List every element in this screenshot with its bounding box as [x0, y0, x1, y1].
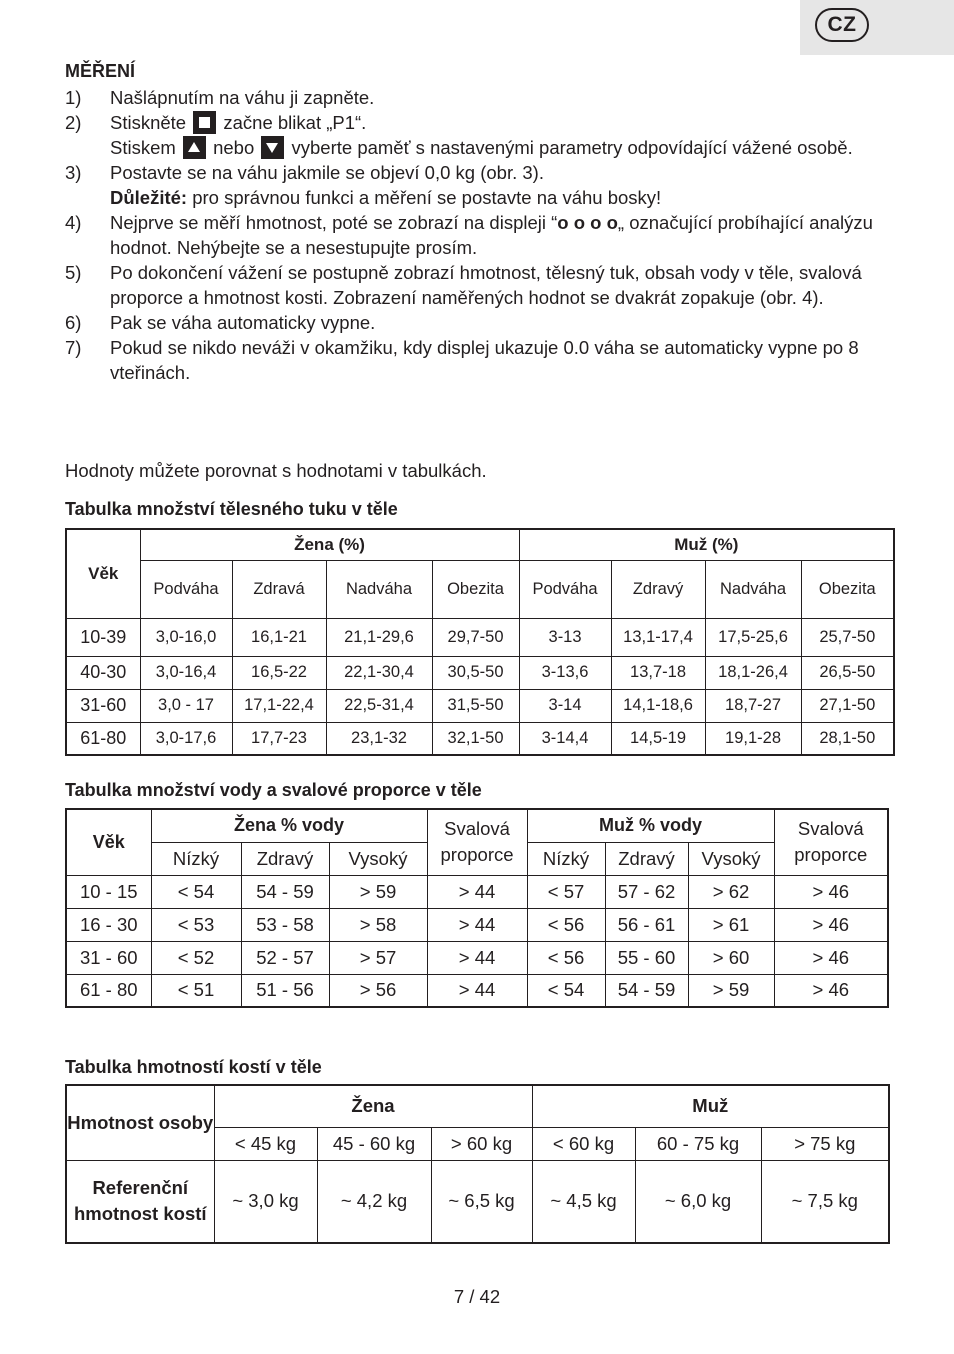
- compare-note: Hodnoty můžete porovnat s hodnotami v tabulkách.: [65, 460, 487, 481]
- step-number: 7): [65, 337, 82, 358]
- step-1: [65, 85, 895, 110]
- weight-range: < 60 kg: [532, 1127, 635, 1160]
- bone-table-title: Tabulka hmotností kostí v těle: [65, 1057, 322, 1077]
- step-text: Po dokončení vážení se postupně zobrazí hmotnost, tělesný tuk, obsah vody v těle, svalová proporce a hmotnost kosti. Zobrazení naměřených hodnot se dvakrát zopakuje (obr. 4).: [110, 262, 862, 308]
- age-header: Věk: [66, 529, 140, 618]
- table-row: 10-39 3,0-16,0 16,1-21 21,1-29,6 29,7-50 3-13 13,1-17,4 17,5-25,6 25,7-50: [66, 618, 894, 656]
- water-table-title: Tabulka množství vody a svalové proporce v těle: [65, 780, 482, 800]
- language-badge: CZ: [815, 8, 869, 42]
- water-table: [65, 808, 889, 1008]
- fat-table: [65, 528, 895, 756]
- step-text: Pokud se nikdo neváži v okamžiku, kdy displej ukazuje 0.0 váha se automaticky vypne po 8 vteřinách.: [110, 337, 859, 383]
- weight-range: 60 - 75 kg: [635, 1127, 761, 1160]
- important-label: Důležité:: [110, 187, 188, 208]
- column-header: Podváha: [519, 560, 611, 618]
- step-number: 2): [65, 112, 82, 133]
- reference-header: Referenční hmotnost kostí: [66, 1160, 214, 1243]
- table-row: 31 - 60 < 52 52 - 57 > 57 > 44 < 56 55 - 60 > 60 > 46: [66, 941, 888, 974]
- step-number: 3): [65, 162, 82, 183]
- step-3: 3) Postavte se na váhu jakmile se objeví 0,0 kg (obr. 3). Důležité: pro správnou funkci a měření se postavte na váhu bosky!: [65, 162, 662, 208]
- step-number: 5): [65, 262, 82, 283]
- column-header: Nízký: [527, 842, 605, 875]
- step-text: Pak se váha automaticky vypne.: [110, 312, 376, 333]
- women-water-header: Žena % vody: [151, 809, 427, 842]
- column-header: Nadváha: [705, 560, 801, 618]
- table-row: 16 - 30 < 53 53 - 58 > 58 > 44 < 56 56 - 61 > 61 > 46: [66, 908, 888, 941]
- age-header: Věk: [66, 809, 151, 875]
- table-row: 31-60 3,0 - 17 17,1-22,4 22,5-31,4 31,5-50 3-14 14,1-18,6 18,7-27 27,1-50: [66, 689, 894, 722]
- step-number: 4): [65, 212, 82, 233]
- measurement-steps: [65, 85, 895, 385]
- step-4: 4) Nejprve se měří hmotnost, poté se zobrazí na displeji “o o o o„ označující probíhající analýzu hodnot. Nehýbejte se a nesestupujte prosím.: [65, 212, 873, 258]
- column-header: Obezita: [432, 560, 519, 618]
- weight-range: < 45 kg: [214, 1127, 317, 1160]
- men-water-header: Muž % vody: [527, 809, 774, 842]
- step-number: 1): [65, 87, 82, 108]
- column-header: Zdravý: [611, 560, 705, 618]
- weight-range: > 75 kg: [761, 1127, 889, 1160]
- table-row: 61-80 3,0-17,6 17,7-23 23,1-32 32,1-50 3-14,4 14,5-19 19,1-28 28,1-50: [66, 722, 894, 755]
- weight-range: > 60 kg: [431, 1127, 532, 1160]
- column-header: Nízký: [151, 842, 241, 875]
- column-header: Podváha: [140, 560, 232, 618]
- table-row: 61 - 80 < 51 51 - 56 > 56 > 44 < 54 54 - 59 > 59 > 46: [66, 974, 888, 1007]
- step-number: 6): [65, 312, 82, 333]
- down-arrow-button-icon: [261, 136, 284, 159]
- step-5: [65, 260, 895, 310]
- set-button-icon: [193, 111, 216, 134]
- table-row: Referenční hmotnost kostí ~ 3,0 kg ~ 4,2 kg ~ 6,5 kg ~ 4,5 kg ~ 6,0 kg ~ 7,5 kg: [66, 1160, 889, 1243]
- step-text: Našlápnutím na váhu ji zapněte.: [110, 87, 375, 108]
- table-row: 10 - 15 < 54 54 - 59 > 59 > 44 < 57 57 - 62 > 62 > 46: [66, 875, 888, 908]
- section-title: MĚŘENÍ: [65, 61, 136, 81]
- men-header: Muž (%): [519, 529, 894, 560]
- fat-table-title: Tabulka množství tělesného tuku v těle: [65, 499, 398, 519]
- step-2: 2) Stiskněte začne blikat „P1“. Stiskem nebo vyberte paměť s nastavenými parametry odpovídající vážené osobě.: [65, 112, 853, 158]
- column-header: Zdravý: [605, 842, 688, 875]
- page-number: 7 / 42: [453, 1286, 501, 1307]
- column-header: Nadváha: [326, 560, 432, 618]
- women-header: Žena (%): [140, 529, 519, 560]
- column-header: Zdravá: [232, 560, 326, 618]
- column-header: Obezita: [801, 560, 894, 618]
- bone-table: [65, 1084, 890, 1244]
- weight-range: 45 - 60 kg: [317, 1127, 431, 1160]
- muscle-header: Svalová proporce: [427, 809, 527, 875]
- column-header: Vysoký: [688, 842, 774, 875]
- men-header: Muž: [532, 1085, 889, 1127]
- muscle-header: Svalová proporce: [774, 809, 888, 875]
- step-7: [65, 335, 895, 385]
- column-header: Vysoký: [329, 842, 427, 875]
- language-tab: [800, 0, 954, 55]
- column-header: Zdravý: [241, 842, 329, 875]
- weight-header: Hmotnost osoby: [66, 1085, 214, 1160]
- women-header: Žena: [214, 1085, 532, 1127]
- up-arrow-button-icon: [183, 136, 206, 159]
- step-6: [65, 310, 895, 335]
- table-row: 40-30 3,0-16,4 16,5-22 22,1-30,4 30,5-50 3-13,6 13,7-18 18,1-26,4 26,5-50: [66, 656, 894, 689]
